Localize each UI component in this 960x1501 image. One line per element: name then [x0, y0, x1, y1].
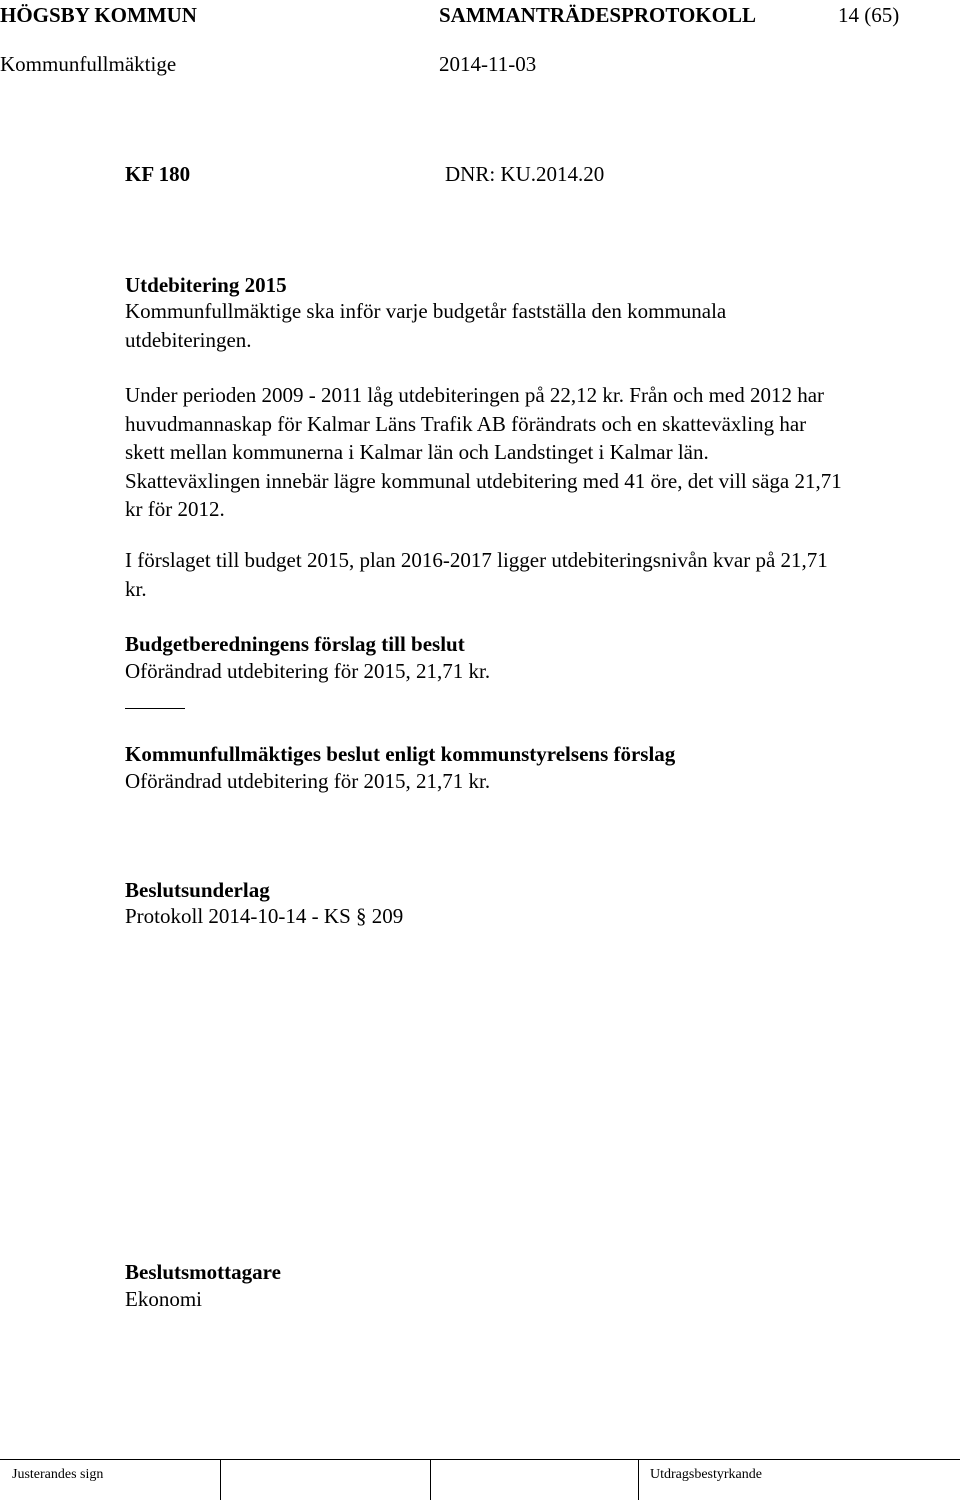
footer-divider — [430, 1460, 431, 1500]
recipients-heading: Beslutsmottagare — [125, 1260, 281, 1284]
page-number: 14 (65) — [838, 3, 900, 27]
decision-basis-text: Protokoll 2014-10-14 - KS § 209 — [125, 904, 404, 928]
footer-divider — [638, 1460, 639, 1500]
sign-label: Justerandes sign — [12, 1467, 104, 1482]
budget-proposal-heading: Budgetberedningens förslag till beslut — [125, 632, 465, 656]
signature-footer — [0, 1459, 960, 1500]
budget-proposal-text: Oförändrad utdebitering för 2015, 21,71 kr. — [125, 659, 491, 683]
document-type: SAMMANTRÄDESPROTOKOLL — [439, 3, 756, 27]
meeting-body: Kommunfullmäktige — [0, 52, 177, 76]
section-number: KF 180 — [125, 162, 191, 186]
recipients-text: Ekonomi — [125, 1287, 202, 1311]
municipality-name: HÖGSBY KOMMUN — [0, 3, 197, 27]
decision-text: Oförändrad utdebitering för 2015, 21,71 kr. — [125, 769, 491, 793]
budget-plan-paragraph: I förslaget till budget 2015, plan 2016-2017 ligger utdebiteringsnivån kvar på 21,71 kr. — [125, 548, 828, 601]
decision-basis-heading: Beslutsunderlag — [125, 878, 270, 902]
separator-rule — [125, 708, 185, 709]
footer-divider — [220, 1460, 221, 1500]
background-paragraph: Under perioden 2009 - 2011 låg utdebiteringen på 22,12 kr. Från och med 2012 har huvudmannaskap för Kalmar Läns Trafik AB förändrats och en skatteväxling har skett mellan kommunerna i Kalmar län och Landstinget i Kalmar län. Skatteväxlingen innebär lägre kommunal utdebitering med 41 öre, det vill säga 21,71 kr för 2012. — [125, 383, 842, 522]
diary-number: DNR: KU.2014.20 — [445, 162, 605, 186]
intro-paragraph: Kommunfullmäktige ska inför varje budgetår fastställa den kommunala utdebiteringen. — [125, 299, 727, 352]
extract-label: Utdragsbestyrkande — [650, 1467, 762, 1482]
case-title: Utdebitering 2015 — [125, 273, 287, 297]
decision-heading: Kommunfullmäktiges beslut enligt kommunstyrelsens förslag — [125, 742, 676, 766]
meeting-date: 2014-11-03 — [439, 52, 537, 76]
